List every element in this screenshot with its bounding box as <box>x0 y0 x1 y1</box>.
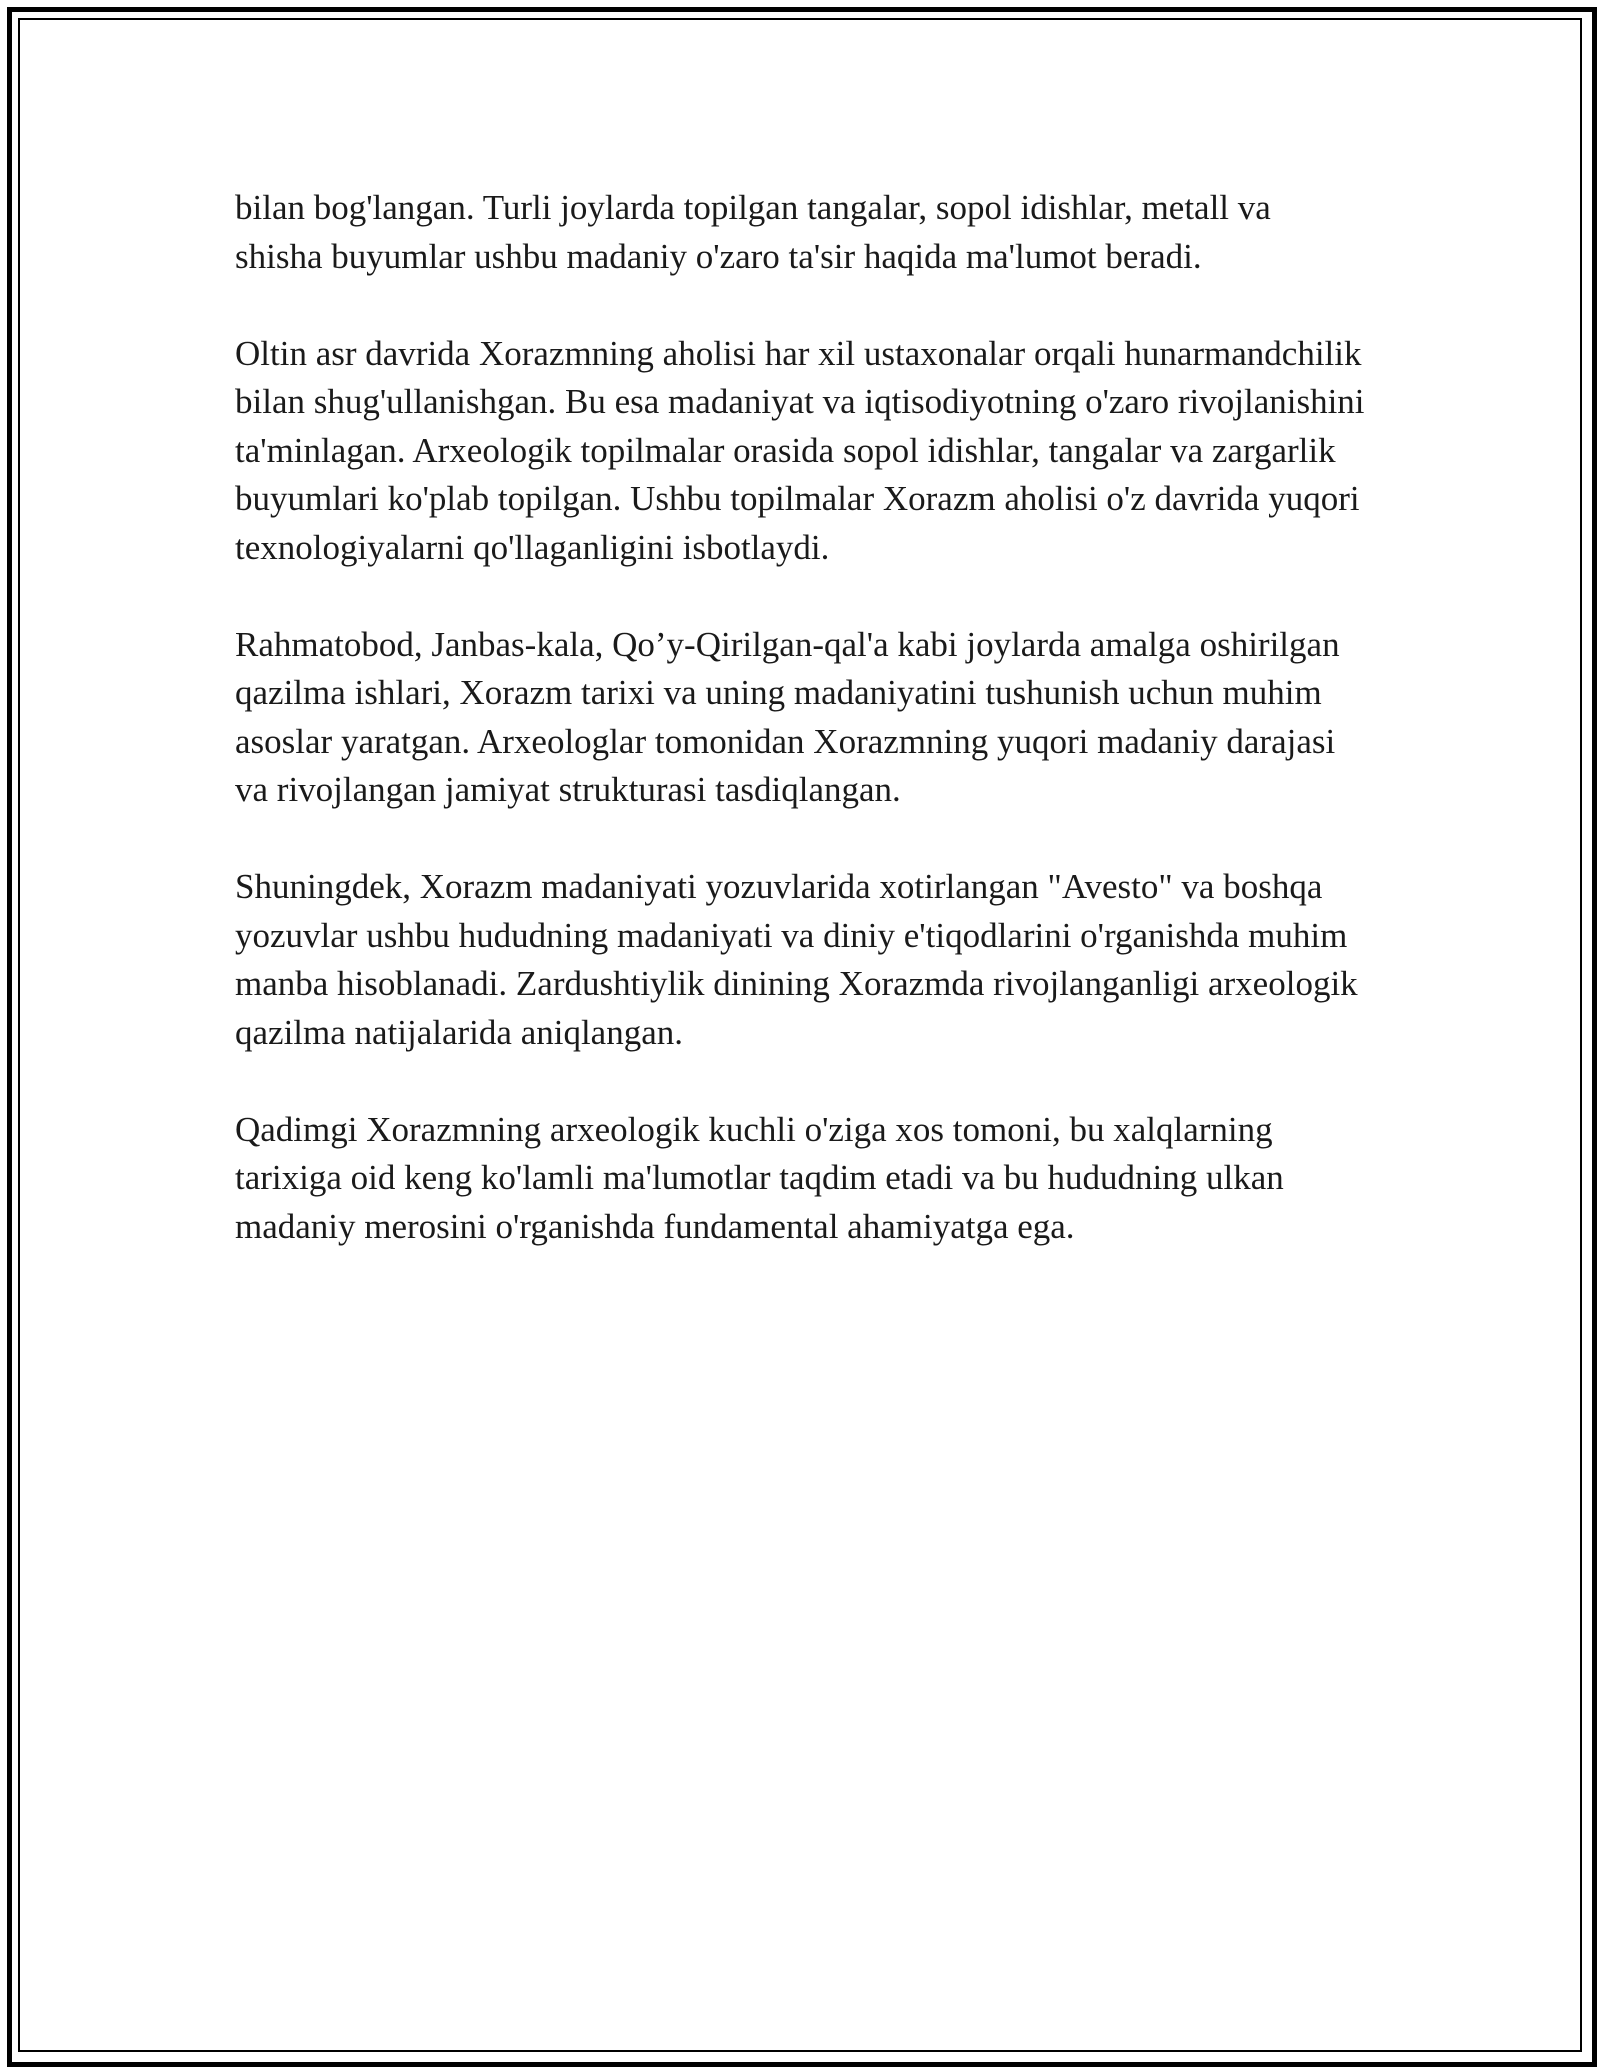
paragraph: Qadimgi Xorazmning arxeologik kuchli o'ziga xos tomoni, bu xalqlarning tarixiga oid keng ko'lamli ma'lumotlar taqdim etadi va bu hududning ulkan madaniy merosini o'rganishda fundamental ahamiyatga ega. <box>235 1109 1284 1246</box>
paragraph: bilan bog'langan. Turli joylarda topilgan tangalar, sopol idishlar, metall va shisha buyumlar ushbu madaniy o'zaro ta'sir haqida ma'lumot beradi. <box>235 188 1271 276</box>
document-body <box>235 184 1365 1300</box>
paragraph: Rahmatobod, Janbas-kala, Qo’y-Qirilgan-qal'a kabi joylarda amalga oshirilgan qazilma ishlari, Xorazm tarixi va uning madaniyatini tushunish uchun muhim asoslar yaratgan. Arxeologlar tomonidan Xorazmning yuqori madaniy darajasi va rivojlangan jamiyat strukturasi tasdiqlangan. <box>235 624 1340 809</box>
paragraph: Shuningdek, Xorazm madaniyati yozuvlarida xotirlangan "Avesto" va boshqa yozuvlar ushbu hududning madaniyati va diniy e'tiqodlarini o'rganishda muhim manba hisoblanadi. Zardushtiylik dinining Xorazmda rivojlanganligi arxeologik qazilma natijalarida aniqlangan. <box>235 867 1358 1052</box>
paragraph: Oltin asr davrida Xorazmning aholisi har xil ustaxonalar orqali hunarmandchilik bilan shug'ullanishgan. Bu esa madaniyat va iqtisodiyotning o'zaro rivojlanishini ta'minlagan. Arxeologik topilmalar orasida sopol idishlar, tangalar va zargarlik buyumlari ko'plab topilgan. Ushbu topilmalar Xorazm aholisi o'z davrida yuqori texnologiyalarni qo'llaganligini isbotlaydi. <box>235 333 1365 567</box>
